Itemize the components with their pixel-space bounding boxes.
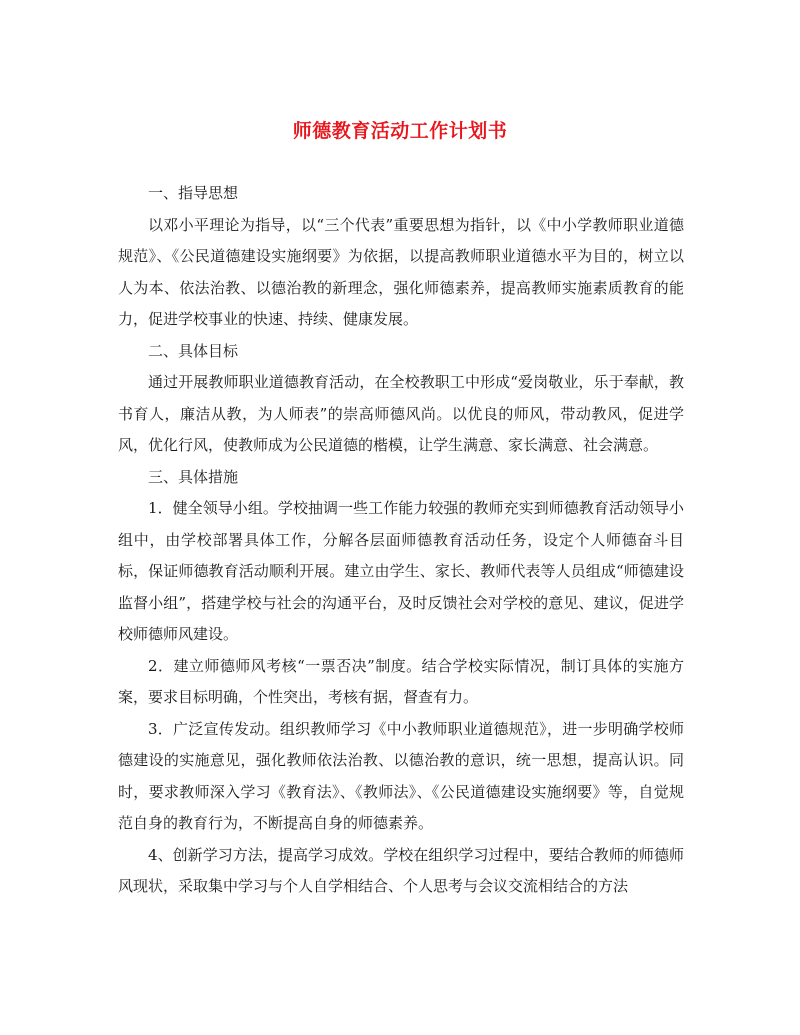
paragraph-specific-goals: 通过开展教师职业道德教育活动，在全校教职工中形成“爱岗敬业，乐于奉献，教书育人，廉洁从教，为人师表”的崇高师德风尚。以优良的师风，带动教风，促进学风，优化行风，使教师成为公民道德的楷模，让学生满意、家长满意、社会满意。 <box>118 373 684 454</box>
document-body <box>118 178 684 903</box>
document-title: 师德教育活动工作计划书 <box>292 120 508 142</box>
paragraph-guiding-thought: 以邓小平理论为指导，以“三个代表”重要思想为指针，以《中小学教师职业道德规范》、《公民道德建设实施纲要》为依据，以提高教师职业道德水平为目的，树立以人为本、依法治教、以德治教的新理念，强化师德素养，提高教师实施素质教育的能力，促进学校事业的快速、持续、健康发展。 <box>118 215 684 328</box>
section-heading-guiding-thought: 一、指导思想 <box>148 184 239 202</box>
paragraph-measure-4: 4、创新学习方法，提高学习成效。学校在组织学习过程中，要结合教师的师德师风现状，采取集中学习与个人自学相结合、个人思考与会议交流相结合的方法 <box>118 845 684 895</box>
section-heading-specific-measures: 三、具体措施 <box>148 467 239 486</box>
paragraph-measure-2: 2．建立师德师风考核“一票否决”制度。结合学校实际情况，制订具体的实施方案，要求目标明确，个性突出，考核有据，督查有力。 <box>118 656 684 706</box>
section-heading-specific-goals: 二、具体目标 <box>148 341 239 360</box>
paragraph-measure-1: 1．健全领导小组。学校抽调一些工作能力较强的教师充实到师德教育活动领导小组中，由学校部署具体工作，分解各层面师德教育活动任务，设定个人师德奋斗目标，保证师德教育活动顺利开展。建立由学生、家长、教师代表等人员组成“师德建设监督小组”，搭建学校与社会的沟通平台，及时反馈社会对学校的意见、建议，促进学校师德师风建设。 <box>118 499 684 643</box>
paragraph-measure-3: 3．广泛宣传发动。组织教师学习《中小教师职业道德规范》，进一步明确学校师德建设的实施意见，强化教师依法治教、以德治教的意识，统一思想，提高认识。同时，要求教师深入学习《教育法》、《教师法》、《公民道德建设实施纲要》等，自觉规范自身的教育行为，不断提高自身的师德素养。 <box>118 719 684 832</box>
